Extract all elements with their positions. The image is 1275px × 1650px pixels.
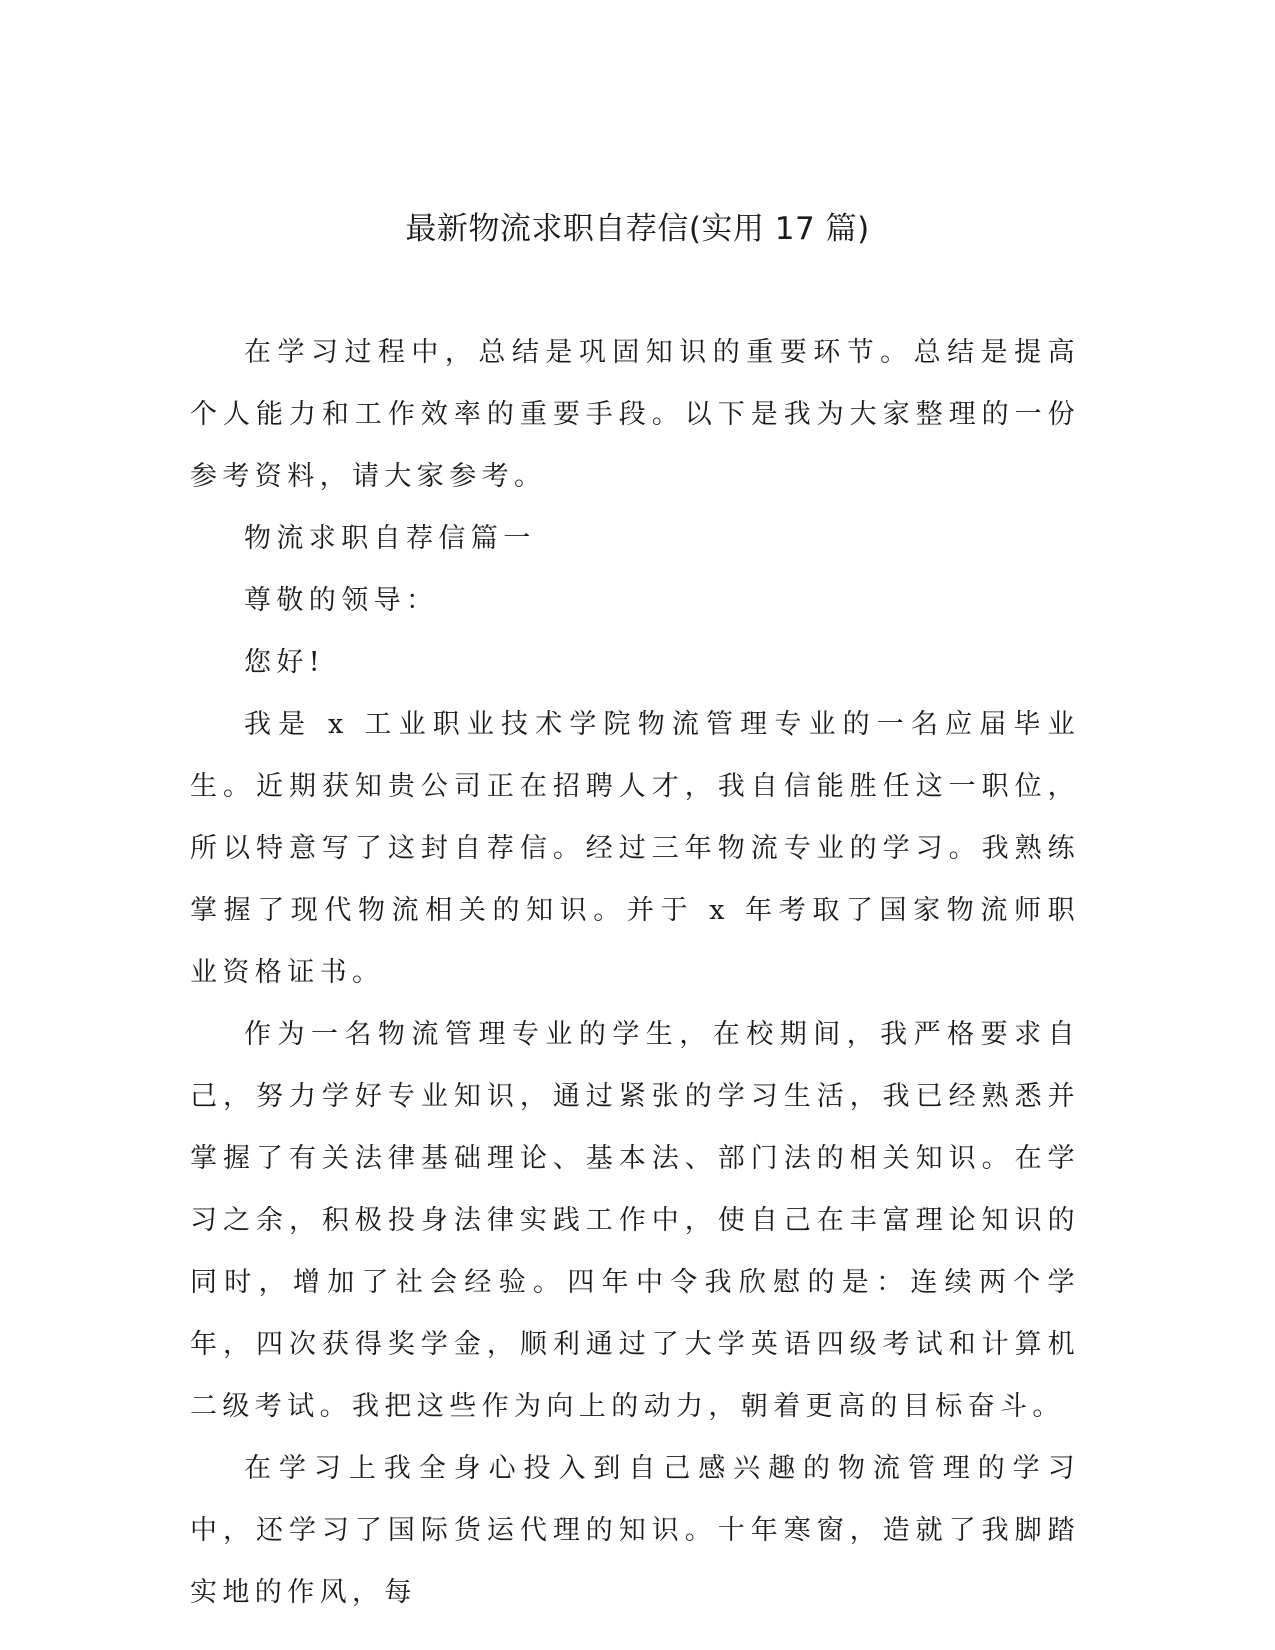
salutation: 尊敬的领导： xyxy=(244,585,439,616)
paragraph-school-experience: 作为一名物流管理专业的学生，在校期间，我严格要求自己，努力学好专业知识，通过紧张的学习生活，我已经熟悉并掌握了有关法律基础理论、基本法、部门法的相关知识。在学习之余，积极投身法律实践工作中，使自己在丰富理论知识的同时，增加了社会经验。四年中令我欣慰的是：连续两个学年，四次获得奖学金，顺利通过了大学英语四级考试和计算机二级考试。我把这些作为向上的动力，朝着更高的目标奋斗。 xyxy=(190,1019,1080,1422)
paragraph-self-introduction: 我是 x 工业职业技术学院物流管理专业的一名应届毕业生。近期获知贵公司正在招聘人才，我自信能胜任这一职位，所以特意写了这封自荐信。经过三年物流专业的学习。我熟练掌握了现代物流相关的知识。并于 x 年考取了国家物流师职业资格证书。 xyxy=(190,709,1080,988)
paragraph-intro: 在学习过程中，总结是巩固知识的重要环节。总结是提高个人能力和工作效率的重要手段。以下是我为大家整理的一份参考资料，请大家参考。 xyxy=(190,337,1080,492)
document-title: 最新物流求职自荐信(实用 17 篇) xyxy=(405,211,870,247)
greeting: 您好! xyxy=(244,647,326,678)
document-body xyxy=(190,322,1080,1624)
paragraph-study: 在学习上我全身心投入到自己感兴趣的物流管理的学习中，还学习了国际货运代理的知识。十年寒窗，造就了我脚踏实地的作风，每 xyxy=(190,1453,1080,1608)
section-heading: 物流求职自荐信篇一 xyxy=(244,523,536,554)
